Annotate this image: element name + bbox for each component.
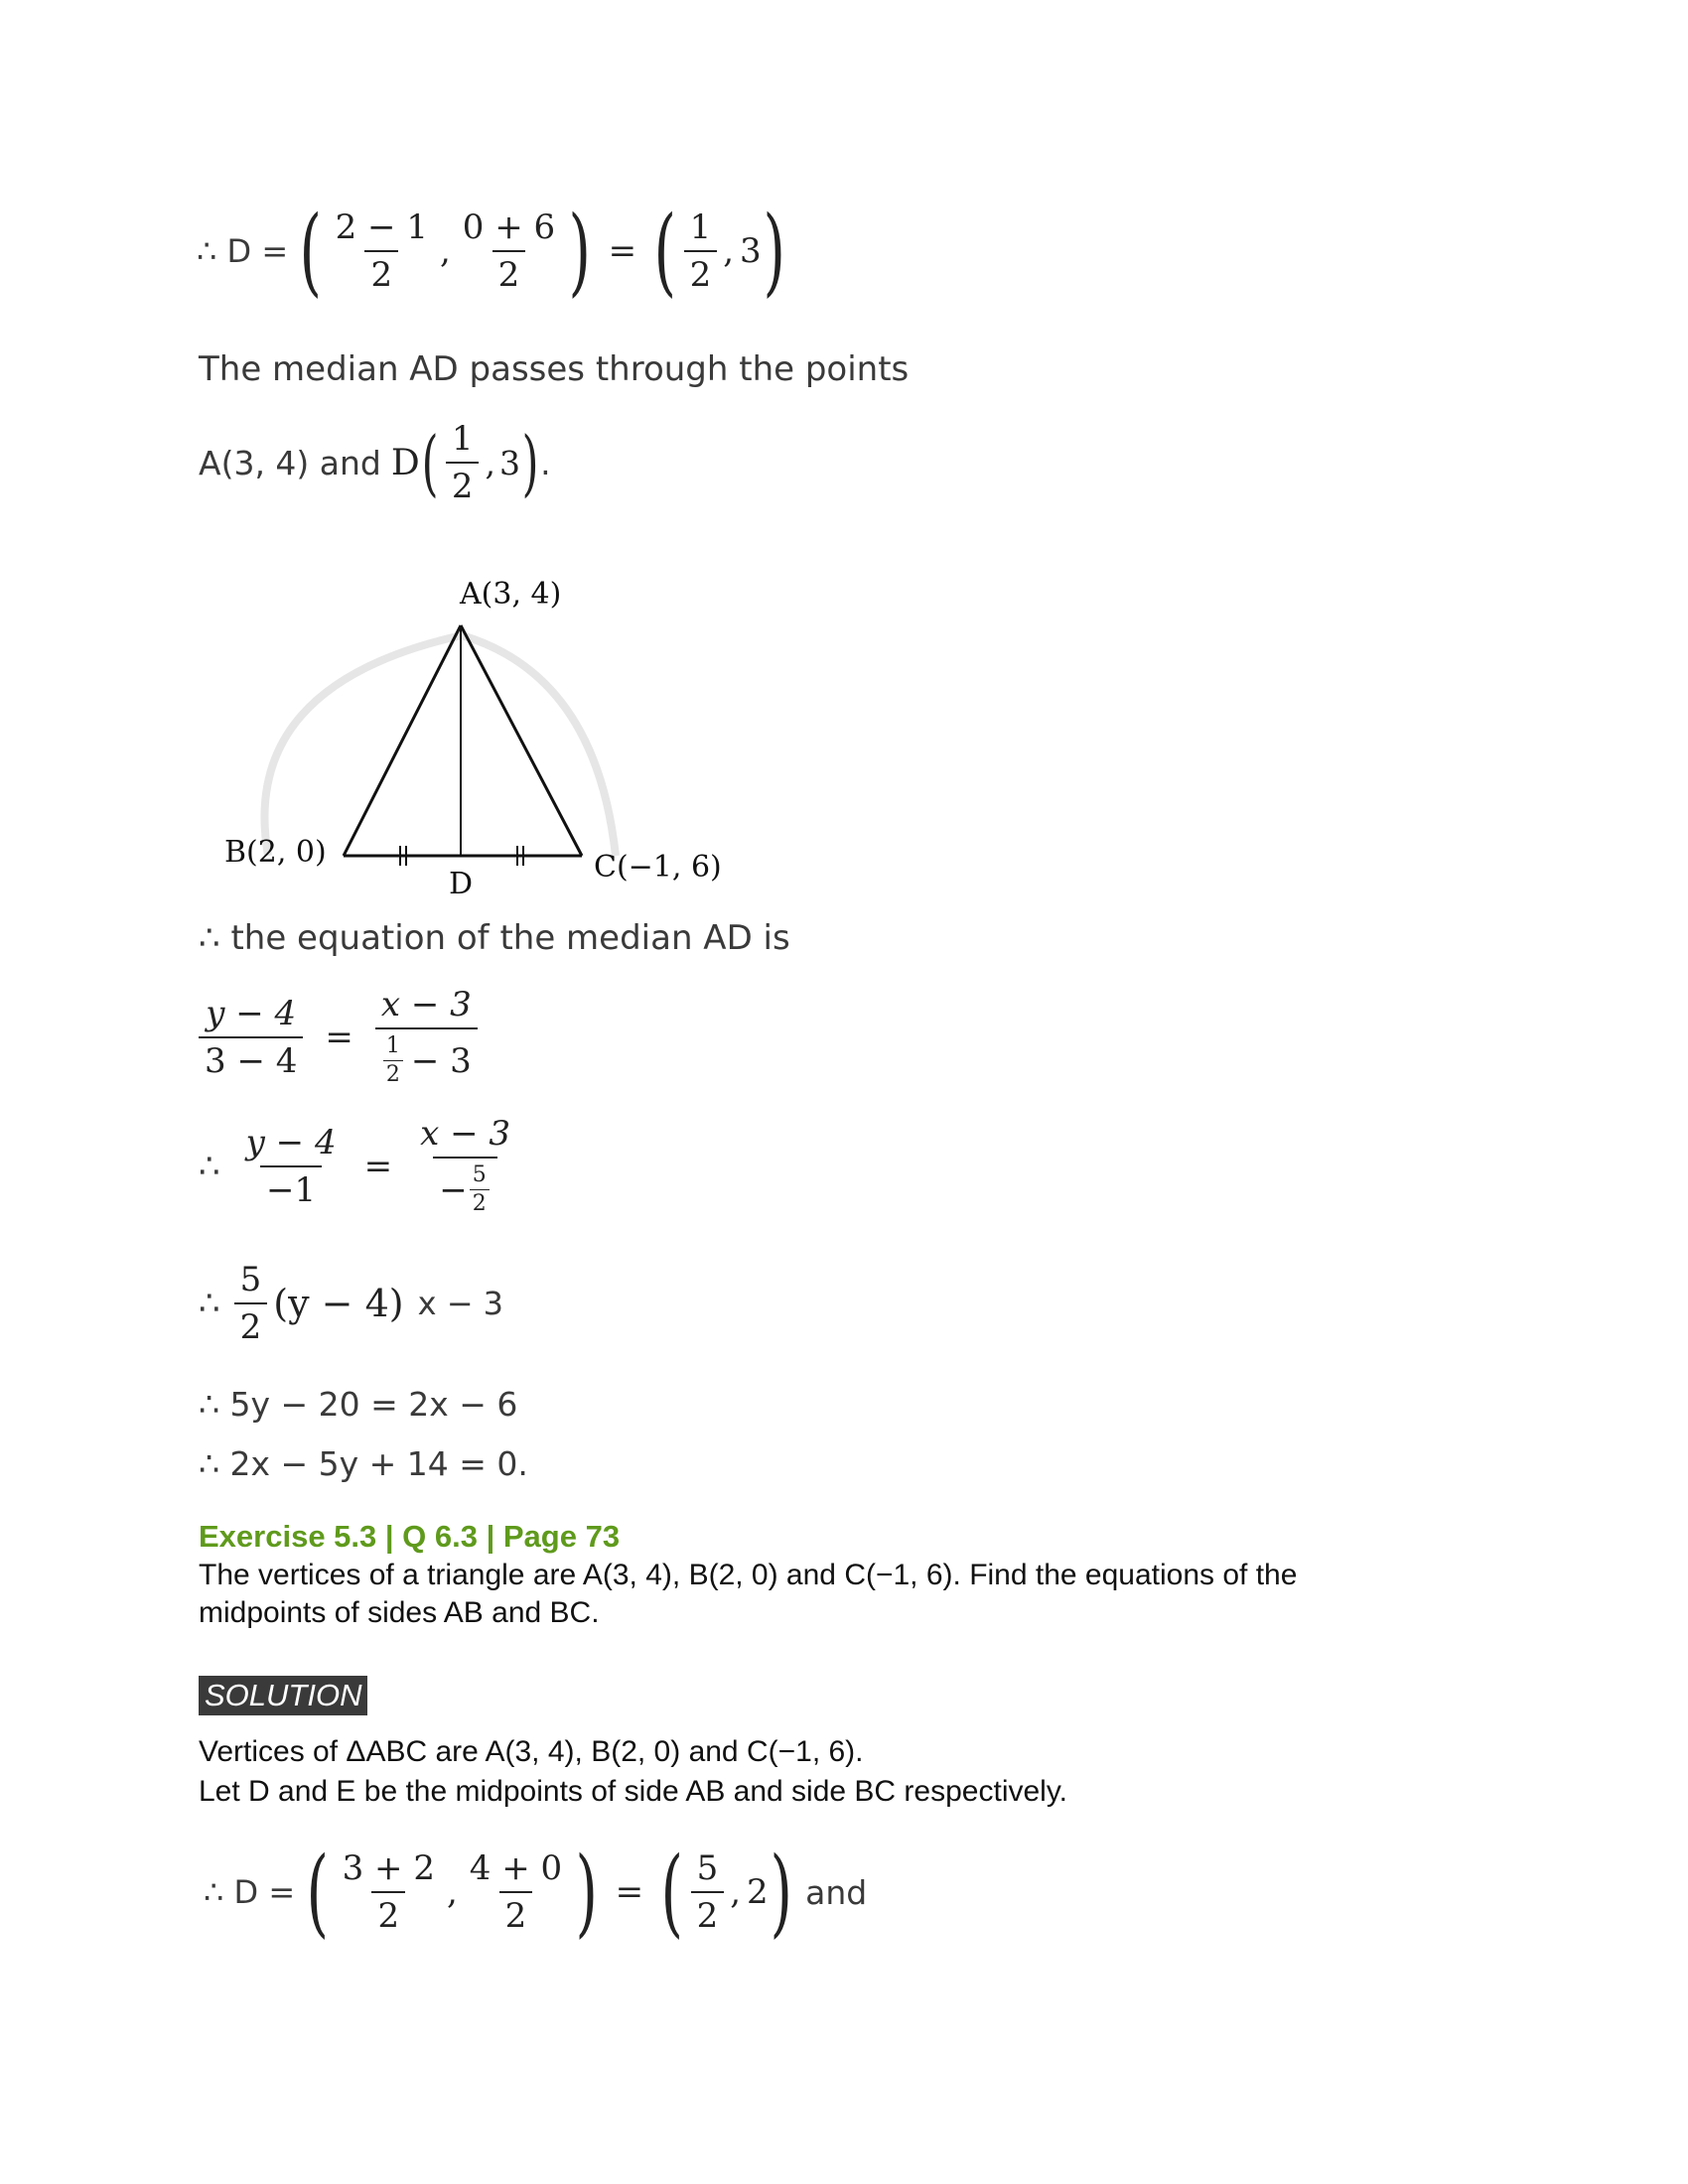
open-paren: ( [653,196,677,307]
fraction [691,1848,725,1936]
comma: , [723,231,735,271]
numerator: x − 3 [420,1114,511,1154]
open-paren: ( [299,196,323,307]
and-text: and [805,1872,868,1912]
midpoint-d-ab-equation [204,1837,868,1948]
small-fraction [383,1035,403,1086]
denominator [433,1157,497,1215]
fraction-left [199,993,303,1081]
numerator: 2 − 1 [335,207,428,247]
denominator: 2 [470,1189,490,1215]
comma: , [485,443,495,482]
median-text: The median AD passes through the points [199,349,910,389]
denominator: 2 [371,1891,405,1933]
comma: , [730,1872,742,1912]
denominator: 2 [499,1891,533,1933]
numerator: 1 [385,1033,400,1058]
point-d: D [390,442,420,483]
solution-line-2: Let D and E be the midpoints of side AB and side BC respectively. [199,1775,1067,1808]
denominator: 2 [446,462,480,503]
midpoint-d-label: ∴ D = [197,232,289,270]
fraction [234,1260,268,1347]
denominator: 2 [684,250,718,292]
denominator: 3 − 4 [199,1036,303,1078]
points-prefix: A(3, 4) and [199,443,381,482]
expression-tail: x − 3 [417,1285,504,1322]
midpoint-d-equation [197,196,786,307]
numerator: 1 [451,419,474,459]
denominator [375,1027,478,1086]
therefore-symbol: ∴ [199,1284,220,1323]
solution-label: SOLUTION [199,1676,367,1715]
equation-step-5: ∴ 2x − 5y + 14 = 0. [199,1444,528,1483]
coordinate-y: 3 [498,443,520,482]
triangle-figure [199,566,755,903]
denominator: 2 [234,1302,268,1344]
midpoint-d-label: ∴ D = [204,1873,296,1911]
close-paren: ) [770,1837,792,1948]
open-paren: ( [306,1837,330,1948]
numerator: 1 [689,207,712,247]
denominator: −1 [260,1165,322,1207]
comma: , [439,231,451,271]
denominator: 2 [364,250,398,292]
fraction [464,1848,568,1936]
label-d: D [449,867,474,901]
denominator: 2 [691,1891,725,1933]
open-paren: ( [421,421,439,504]
numerator: 5 [239,1260,262,1299]
close-paren: ) [763,196,785,307]
denominator-tail: − 3 [410,1040,472,1081]
solution-line-1: Vertices of ΔABC are A(3, 4), B(2, 0) and C(−1, 6). [199,1735,864,1768]
period: . [540,443,551,482]
median-points-line [199,419,551,506]
fraction [684,207,718,295]
close-paren: ) [575,1837,599,1948]
numerator: x − 3 [380,985,472,1024]
numerator: y − 4 [245,1122,337,1162]
equals-sign: = [615,1872,644,1912]
fraction-right [414,1114,516,1216]
numerator: 4 + 0 [469,1848,563,1888]
fraction-left [240,1122,343,1210]
close-paren: ) [521,421,539,504]
equation-step-3 [199,1260,504,1347]
equals-sign: = [608,231,637,271]
equation-intro: ∴ the equation of the median AD is [199,918,790,958]
comma: , [446,1872,458,1912]
coordinate-y: 2 [747,1872,769,1912]
fraction [337,1848,441,1936]
side-ab [344,625,461,856]
equation-step-4: ∴ 5y − 20 = 2x − 6 [199,1385,518,1424]
numerator: y − 4 [206,993,297,1033]
equation-step-1 [199,985,484,1087]
exercise-heading: Exercise 5.3 | Q 6.3 | Page 73 [199,1519,621,1554]
equation-step-2 [199,1114,522,1216]
label-a: A(3, 4) [460,577,562,612]
open-paren: ( [660,1837,684,1948]
label-c: C(−1, 6) [594,850,722,885]
fraction-right [375,985,478,1087]
expression: (y − 4) [273,1282,404,1325]
numerator: 5 [696,1848,719,1888]
numerator: 5 [472,1162,487,1187]
close-paren: ) [568,196,592,307]
fraction [446,419,480,506]
numerator: 0 + 6 [462,207,556,247]
equals-sign: = [325,1017,353,1057]
question-line-1: The vertices of a triangle are A(3, 4), B(2, 0) and C(−1, 6). Find the equations of the [199,1559,1298,1591]
label-b: B(2, 0) [224,835,327,870]
coordinate-y: 3 [740,231,762,271]
fraction [330,207,434,295]
minus-sign: − [439,1169,468,1210]
denominator: 2 [492,250,526,292]
question-line-2: midpoints of sides AB and BC. [199,1596,600,1629]
therefore-symbol: ∴ [199,1146,220,1186]
fraction [457,207,561,295]
equals-sign: = [363,1146,393,1186]
denominator: 2 [383,1060,403,1086]
numerator: 3 + 2 [342,1848,435,1888]
small-fraction [470,1164,490,1215]
